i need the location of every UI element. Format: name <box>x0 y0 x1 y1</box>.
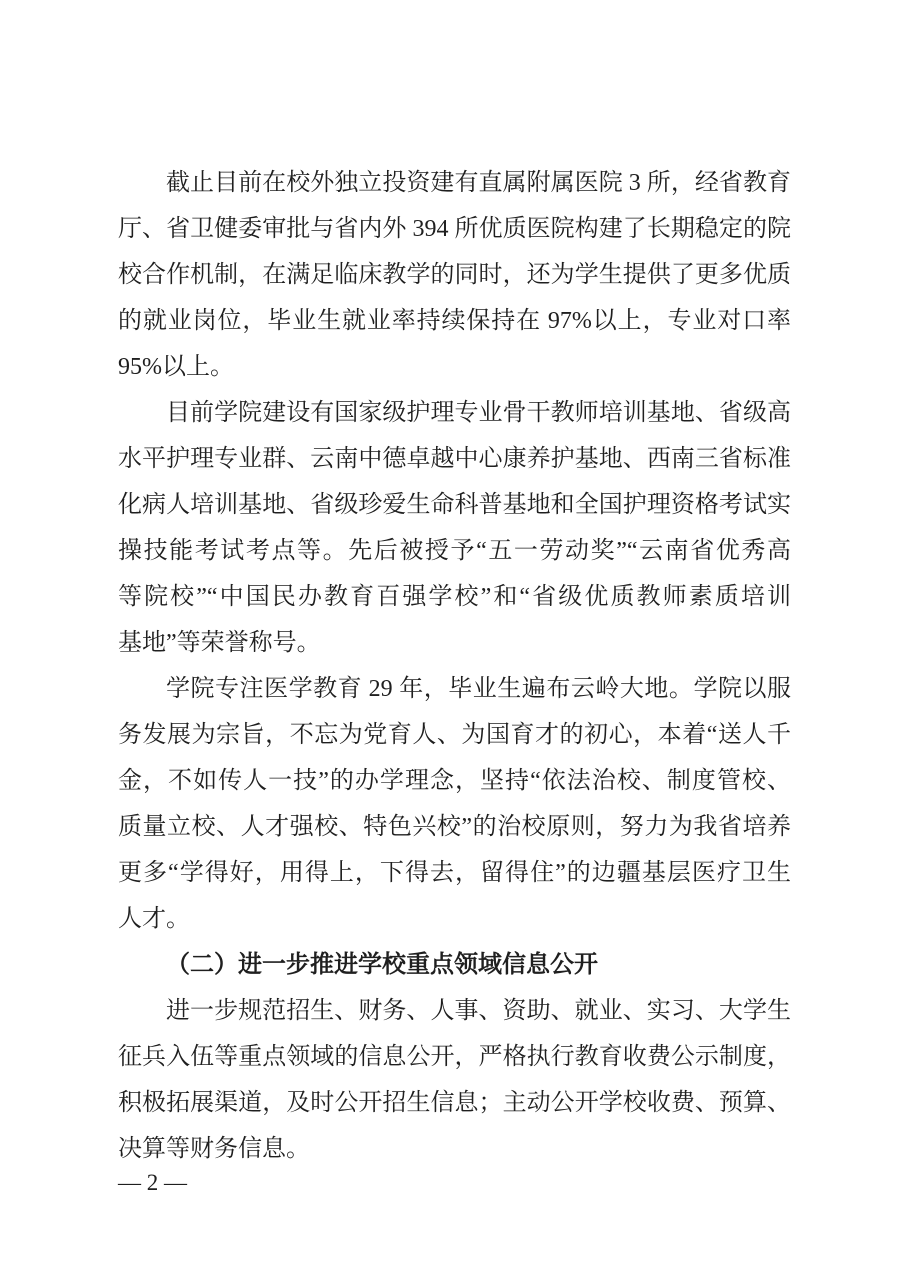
paragraph <box>118 988 791 1172</box>
text-line: 厅、省卫健委审批与省内外 394 所优质医院构建了长期稳定的院 <box>118 216 791 242</box>
text-line: 水平护理专业群、云南中德卓越中心康养护基地、西南三省标准 <box>118 446 791 472</box>
section-heading <box>118 942 791 988</box>
text-line: 操技能考试考点等。先后被授予“五一劳动奖”“云南省优秀高 <box>118 538 791 564</box>
text-line: （二）进一步推进学校重点领域信息公开 <box>166 952 598 978</box>
text-line: 等院校”“中国民办教育百强学校”和“省级优质教师素质培训 <box>118 584 791 610</box>
text-line: 金，不如传人一技”的办学理念，坚持“依法治校、制度管校、 <box>118 768 791 794</box>
text-line: 校合作机制，在满足临床教学的同时，还为学生提供了更多优质 <box>118 262 791 288</box>
paragraph <box>118 160 791 390</box>
text-line: 务发展为宗旨，不忘为党育人、为国育才的初心，本着“送人千 <box>118 722 791 748</box>
text-line: 决算等财务信息。 <box>118 1136 310 1162</box>
text-line: 人才。 <box>118 906 190 932</box>
text-line: 的就业岗位，毕业生就业率持续保持在 97%以上，专业对口率 <box>118 308 791 334</box>
paragraph <box>118 666 791 942</box>
text-line: 质量立校、人才强校、特色兴校”的治校原则，努力为我省培养 <box>118 814 791 840</box>
text-line: 积极拓展渠道，及时公开招生信息；主动公开学校收费、预算、 <box>118 1090 791 1116</box>
paragraph <box>118 390 791 666</box>
text-line: 学院专注医学教育 29 年，毕业生遍布云岭大地。学院以服 <box>166 676 791 702</box>
page-number: — 2 — <box>118 1170 187 1195</box>
text-line: 截止目前在校外独立投资建有直属附属医院 3 所，经省教育 <box>166 170 791 196</box>
text-line: 进一步规范招生、财务、人事、资助、就业、实习、大学生 <box>166 998 791 1024</box>
text-line: 征兵入伍等重点领域的信息公开，严格执行教育收费公示制度， <box>118 1044 791 1070</box>
text-line: 95%以上。 <box>118 354 234 380</box>
document-body <box>118 160 791 1172</box>
text-line: 基地”等荣誉称号。 <box>118 630 321 656</box>
text-line: 更多“学得好，用得上，下得去，留得住”的边疆基层医疗卫生 <box>118 860 791 886</box>
text-line: 目前学院建设有国家级护理专业骨干教师培训基地、省级高 <box>166 400 791 426</box>
text-line: 化病人培训基地、省级珍爱生命科普基地和全国护理资格考试实 <box>118 492 791 518</box>
